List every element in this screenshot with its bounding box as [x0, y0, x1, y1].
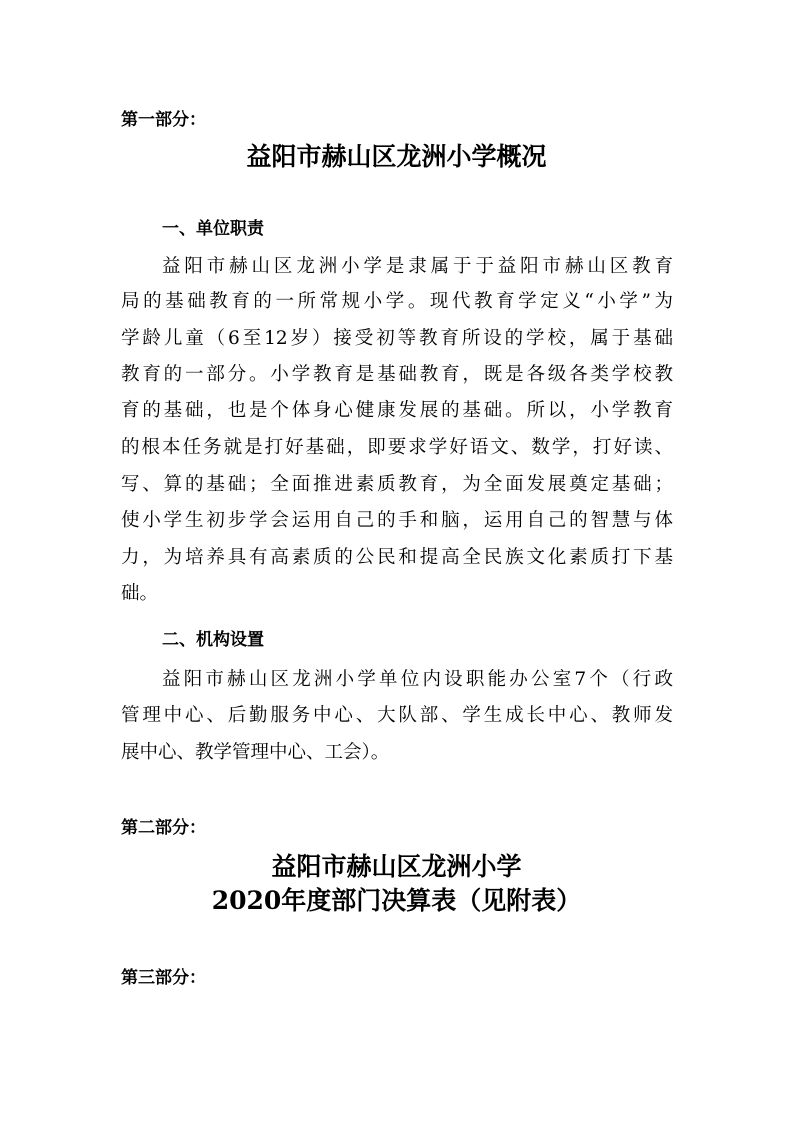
- part2-title-line2: 2020年度部门决算表（见附表）: [211, 886, 582, 915]
- section1-line: 使小学生初步学会运用自己的手和脑，运用自己的智慧与体: [121, 510, 673, 531]
- section1-line: 局的基础教育的一所常规小学。现代教育学定义“小学”为: [121, 291, 673, 312]
- section2-line: 益阳市赫山区龙洲小学单位内设职能办公室7个（行政: [162, 669, 673, 690]
- section1-line: 学龄儿童（6至12岁）接受初等教育所设的学校，属于基础: [121, 328, 673, 349]
- part1-label: 第一部分：: [121, 110, 206, 130]
- section1-line: 写、算的基础；全面推进素质教育，为全面发展奠定基础；: [121, 474, 673, 495]
- section2-heading: 二、机构设置: [162, 630, 264, 650]
- section1-line: 育的基础，也是个体身心健康发展的基础。所以，小学教育: [121, 400, 673, 421]
- section1-line: 的根本任务就是打好基础，即要求学好语文、数学，打好读、: [121, 437, 673, 458]
- section1-heading: 一、单位职责: [162, 219, 264, 239]
- section1-line: 益阳市赫山区龙洲小学是隶属于于益阳市赫山区教育: [162, 256, 673, 277]
- part1-title: 益阳市赫山区龙洲小学概况: [246, 142, 547, 171]
- section1-line: 教育的一部分。小学教育是基础教育，既是各级各类学校教: [121, 364, 673, 385]
- part2-label: 第二部分：: [121, 818, 206, 838]
- section1-line: 础。: [121, 583, 159, 604]
- section2-line: 管理中心、后勤服务中心、大队部、学生成长中心、教师发: [121, 705, 673, 726]
- section2-line: 展中心、教学管理中心、工会）。: [121, 742, 390, 763]
- section1-line: 力，为培养具有高素质的公民和提高全民族文化素质打下基: [121, 547, 673, 568]
- part3-label: 第三部分：: [121, 968, 206, 988]
- part2-title-line1: 益阳市赫山区龙洲小学: [271, 852, 522, 881]
